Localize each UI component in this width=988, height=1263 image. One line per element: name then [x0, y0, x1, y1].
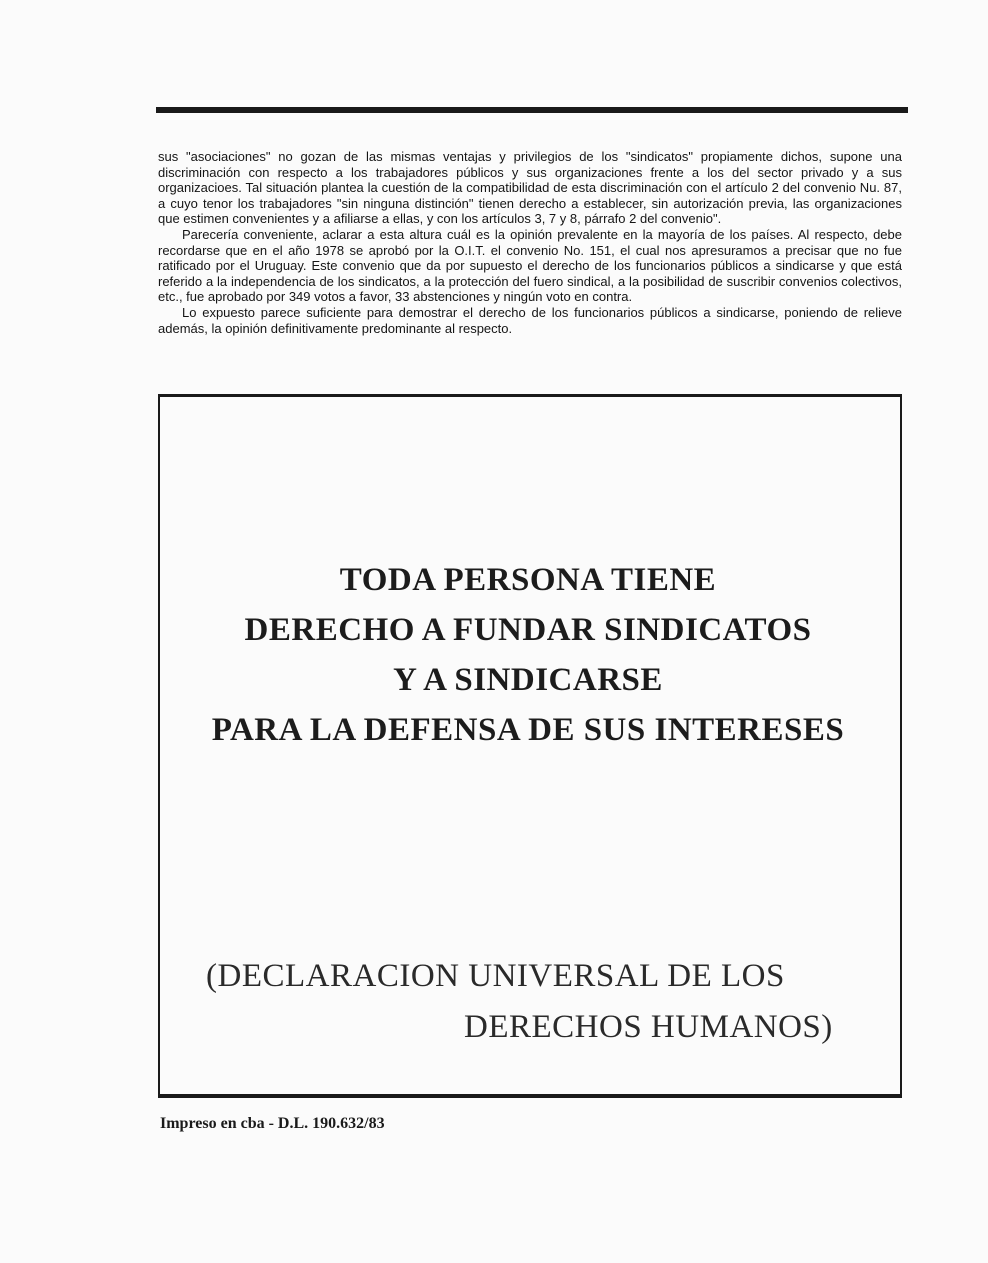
- top-rule: [156, 107, 908, 113]
- attribution-line-1: (DECLARACION UNIVERSAL DE LOS: [206, 958, 785, 994]
- paragraph-3: Lo expuesto parece suficiente para demostrar el derecho de los funcionarios públicos a sindicarse, poniendo de relieve además, la opinión definitivamente predominante al respecto.: [158, 304, 902, 336]
- paragraph-1: sus "asociaciones" no gozan de las mismas ventajas y privilegios de los "sindicatos" propiamente dichos, supone una discriminación con respecto a los trabajadores públicos y sus organizaciones frente a los del sector privado y a sus organizacioes. Tal situación plantea la cuestión de la compatibilidad de esta discriminación con el artículo 2 del convenio Nu. 87, a cuyo tenor los trabajadores "sin ninguna distinción" tienen derecho a establecer, sin autorización previa, las organizaciones que estimen convenientes y a afiliarse a ellas, y con los artículos 3, 7 y 8, párrafo 2 del convenio".: [158, 149, 902, 227]
- declaration-heading: [0, 555, 988, 755]
- imprint-note: Impreso en cba - D.L. 190.632/83: [160, 1115, 385, 1132]
- heading-line-1: TODA PERSONA TIENE: [339, 562, 717, 598]
- body-text: [158, 149, 902, 336]
- paragraph-2: Parecería conveniente, aclarar a esta altura cuál es la opinión prevalente en la mayoría de los países. Al respecto, debe recordarse que en el año 1978 se aprobó por la O.I.T. el convenio No. 151, el cual nos apresuramos a precisar que no fue ratificado por el Uruguay. Este convenio que da por supuesto el derecho de los funcionarios públicos a sindicarse y que está referido a la independencia de los sindicatos, a la protección del fuero sindical, a la posibilidad de suscribir convenios colectivos, etc., fue aprobado por 349 votos a favor, 33 abstenciones y ningún voto en contra.: [158, 226, 902, 305]
- heading-line-3: Y A SINDICARSE: [393, 662, 663, 698]
- attribution-line-2: DERECHOS HUMANOS): [464, 1009, 833, 1045]
- heading-line-4: PARA LA DEFENSA DE SUS INTERESES: [211, 712, 845, 748]
- heading-line-2: DERECHO A FUNDAR SINDICATOS: [244, 612, 812, 648]
